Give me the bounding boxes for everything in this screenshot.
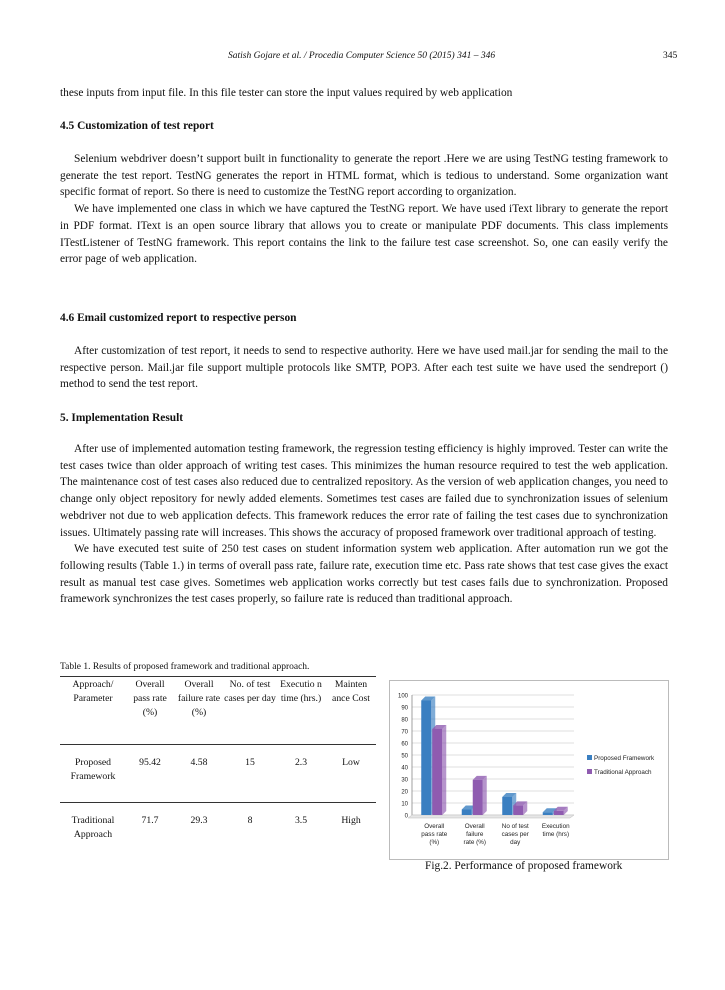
x-tick-label: time (hrs) (542, 831, 570, 838)
section-4-5-paragraph-1: Selenium webdriver doesn’t support built in functionality to generate the report .Here we are using TestNG testing framework to generate the test report. TestNG generates the report in HTML format, which is tedious to understand. Some organization want specific format of report. So there is need to customize the TestNG report according to organization. (60, 153, 668, 199)
section-5-body (60, 441, 668, 608)
legend-label: Proposed Framework (594, 755, 655, 762)
y-tick-label: 10 (401, 801, 408, 808)
bar-side (483, 776, 487, 815)
table-cell: 29.3 (190, 815, 208, 826)
y-tick-label: 70 (401, 729, 408, 736)
y-tick-label: 20 (401, 789, 408, 796)
performance-chart (389, 680, 669, 860)
chart-floor (408, 815, 574, 818)
table-cell: 8 (247, 815, 253, 826)
table-cell: Proposed Framework (60, 745, 126, 803)
bar (473, 780, 483, 815)
table-cell: 4.58 (174, 745, 224, 803)
section-4-5-body (60, 151, 668, 268)
bar (462, 810, 472, 815)
x-tick-label: failure (466, 831, 484, 838)
x-tick-label: day (510, 839, 521, 846)
section-4-6-body (60, 343, 668, 393)
y-tick-label: 40 (401, 765, 408, 772)
section-heading-5: 5. Implementation Result (60, 412, 184, 424)
table-cell: 71.7 (141, 815, 159, 826)
table-header-cell: No. of test cases per day (224, 677, 276, 745)
bar (513, 805, 523, 815)
figure-caption: Fig.2. Performance of proposed framework (425, 860, 623, 872)
y-tick-label: 60 (401, 741, 408, 748)
table-header-cell: Approach/ Parameter (60, 677, 126, 745)
section-4-5-paragraph-2: We have implemented one class in which we have captured the TestNG report. We have used iText library to generate the report in PDF format. IText is an open source library that allows you to create or manipulate PDF documents. This class implements ITestListener of TestNG framework. This report contains the link to the failure test case screenshot. So, one can easily verify the error page of web application. (60, 203, 668, 266)
bar-side (442, 725, 446, 815)
section-heading-4-5: 4.5 Customization of test report (60, 120, 214, 132)
x-tick-label: pass rate (421, 831, 448, 838)
bar (543, 812, 553, 815)
y-tick-label: 80 (401, 717, 408, 724)
table-header-cell: Mainten ance Cost (326, 677, 376, 745)
table-cell: High (341, 815, 361, 826)
bar (421, 700, 431, 815)
section-heading-4-6: 4.6 Email customized report to respective person (60, 312, 297, 324)
bar (502, 797, 512, 815)
table-header-cell: Executio n time (hrs.) (276, 677, 326, 745)
x-tick-label: rate (%) (463, 839, 486, 846)
x-tick-label: Overall (424, 823, 445, 830)
table-header-row (60, 677, 376, 745)
x-tick-label: No of test (501, 823, 529, 830)
y-tick-label: 0 (404, 813, 408, 820)
table-row (60, 745, 376, 803)
table-cell: 2.3 (276, 745, 326, 803)
table-header-cell: Overall failure rate (%) (174, 677, 224, 745)
bar (432, 729, 442, 815)
table-row (60, 803, 376, 859)
y-tick-label: 30 (401, 777, 408, 784)
table-cell: 15 (224, 745, 276, 803)
intro-paragraph (60, 85, 668, 102)
table-cell: Traditional Approach (71, 815, 115, 840)
x-tick-label: (%) (429, 839, 440, 846)
y-tick-label: 50 (401, 753, 408, 760)
table-header-cell: Overall pass rate (%) (126, 677, 174, 745)
table-cell: 3.5 (294, 815, 308, 826)
table-caption: Table 1. Results of proposed framework and traditional approach. (60, 662, 310, 672)
legend-swatch (587, 769, 592, 774)
x-tick-label: cases per (501, 831, 529, 838)
x-tick-label: Execution (541, 823, 570, 830)
legend-label: Traditional Approach (594, 769, 652, 776)
table-cell: Low (326, 745, 376, 803)
intro-text: these inputs from input file. In this file tester can store the input values required by web application (60, 87, 513, 99)
x-tick-label: Overall (464, 823, 485, 830)
page-number: 345 (663, 51, 678, 61)
section-4-6-paragraph-1: After customization of test report, it needs to send to respective authority. Here we have used mail.jar for sending the mail to the respective person. Mail.jar file support multiple protocols like SMTP, POP3. After each test suite we have used the sendreport () method to send the test report. (60, 345, 668, 391)
results-table (60, 676, 376, 858)
y-tick-label: 100 (397, 693, 408, 700)
y-tick-label: 90 (401, 705, 408, 712)
section-5-paragraph-2: We have executed test suite of 250 test cases on student information system web application. After automation run we got the following results (Table 1.) in terms of overall pass rate, failure rate, execution time etc. Pass rate shows that test case gives the exact result as manual test case gives. Sometimes web application works correctly but test cases fails due to synchronization. Proposed framework synchronizes the test cases properly, so failure rate is reduced than traditional approach. (60, 543, 668, 606)
table-cell: 95.42 (126, 745, 174, 803)
bar (554, 811, 564, 815)
section-5-paragraph-1: After use of implemented automation testing framework, the regression testing efficiency is highly improved. Tester can write the test cases twice than older approach of writing test cases. This minimizes the human resource required to test the web application. The maintenance cost of test cases also reduced due to centralized repository. As the version of web application changes, you need to change only object repository for newly added elements. Sometimes test cases are failed due to synchronization issues of selenium webdriver not due to web application defects. This framework reduces the error rate of failing the test cases due to synchronization issues. Ultimately passing rate will increases. This shows the accuracy of proposed framework over traditional approach of testing. (60, 443, 668, 539)
performance-chart-svg (390, 681, 668, 859)
legend-swatch (587, 755, 592, 760)
journal-citation: Satish Gojare et al. / Procedia Computer Science 50 (2015) 341 – 346 (228, 51, 496, 61)
